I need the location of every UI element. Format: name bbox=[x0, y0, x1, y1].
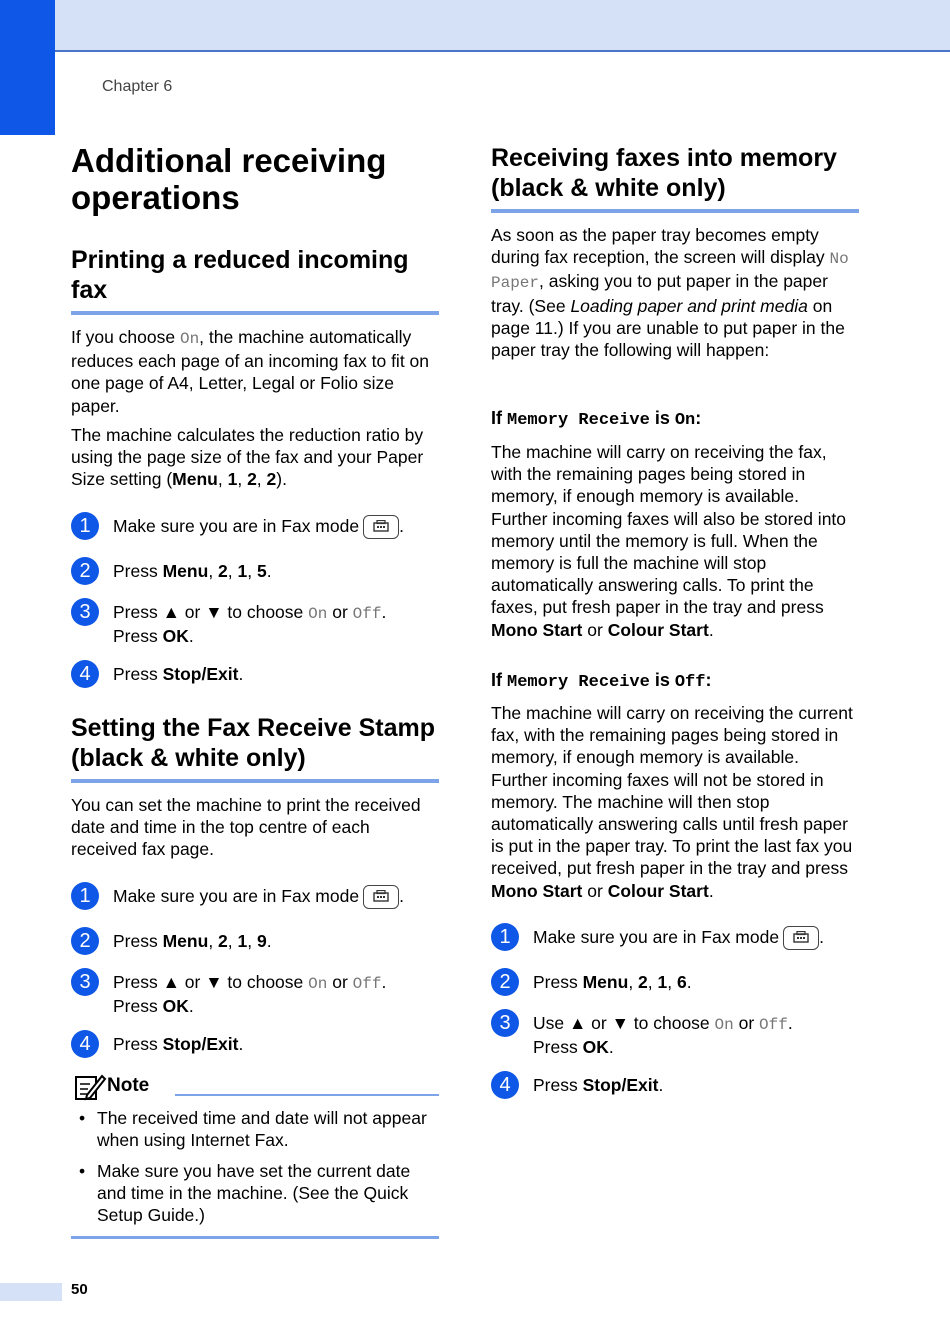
step-number: 1 bbox=[71, 512, 99, 540]
reduce-step-3: 3 Press ▲ or ▼ to choose On or Off. Press OK. bbox=[71, 598, 439, 648]
fax-key-icon bbox=[363, 885, 399, 909]
stamp-paragraph: You can set the machine to print the received date and time in the top centre of each received fax page. bbox=[71, 795, 421, 860]
section-title-reduce: Printing a reduced incoming fax bbox=[71, 245, 439, 315]
memory-step-4: 4 Press Stop/Exit. bbox=[491, 1071, 859, 1101]
reduce-step-2: 2 Press Menu, 2, 1, 5. bbox=[71, 557, 439, 587]
reduce-step-4: 4 Press Stop/Exit. bbox=[71, 660, 439, 690]
step-number: 2 bbox=[71, 557, 99, 585]
chapter-tab bbox=[0, 0, 55, 135]
stamp-step-4: 4 Press Stop/Exit. bbox=[71, 1030, 439, 1060]
step-number: 2 bbox=[491, 968, 519, 996]
memory-off-paragraph: The machine will carry on receiving the current fax, with the remaining pages being stored in memory, if enough memory is available. Further incoming faxes will not be stored in memory. The machine will then stop automatically answering calls until fresh paper is put in the paper tray. To print the last fax you received, put fresh paper in the tray and press Mono Start or Colour Start. bbox=[491, 703, 853, 901]
section-title-memory: Receiving faxes into memory (black & white only) bbox=[491, 143, 859, 213]
note-pencil-icon bbox=[73, 1072, 107, 1107]
stamp-step-1: 1 Make sure you are in Fax mode . bbox=[71, 882, 439, 912]
step-number: 1 bbox=[71, 882, 99, 910]
main-title: Additional receiving operations bbox=[71, 142, 387, 216]
step-number: 2 bbox=[71, 927, 99, 955]
step-number: 3 bbox=[71, 598, 99, 626]
footer-band bbox=[0, 1283, 62, 1301]
fax-key-icon bbox=[783, 926, 819, 950]
note-divider bbox=[175, 1094, 439, 1096]
reduce-paragraph-2: The machine calculates the reduction ratio by using the page size of the fax and your Paper Size setting (Menu, 1, 2, 2). bbox=[71, 425, 424, 490]
memory-on-paragraph: The machine will carry on receiving the fax, with the remaining pages being stored in memory, if enough memory is available. Further incoming faxes will also be stored into memory until the memory is full. When the memory is full the machine will stop automatically answering calls. To print the faxes, put fresh paper in the tray and press Mono Start or Colour Start. bbox=[491, 442, 847, 640]
memory-step-2: 2 Press Menu, 2, 1, 6. bbox=[491, 968, 859, 998]
note-item: • The received time and date will not appear when using Internet Fax. bbox=[79, 1108, 427, 1151]
page-number: 50 bbox=[71, 1281, 88, 1298]
reduce-paragraph-1: If you choose On, the machine automatically reduces each page of an incoming fax to fit on one page of A4, Letter, Legal or Folio size paper. bbox=[71, 327, 430, 416]
section-title-stamp: Setting the Fax Receive Stamp (black & white only) bbox=[71, 713, 439, 783]
step-number: 4 bbox=[71, 1030, 99, 1058]
note-header bbox=[71, 1072, 439, 1102]
stamp-step-3: 3 Press ▲ or ▼ to choose On or Off. Press OK. bbox=[71, 968, 439, 1018]
note-item: • Make sure you have set the current date and time in the machine. (See the Quick Setup Guide.) bbox=[79, 1161, 411, 1226]
memory-paragraph-1: As soon as the paper tray becomes empty during fax reception, the screen will display No Paper, asking you to put paper in the paper tray. (See Loading paper and print media on page 11.) If you are unable to put paper in the paper tray the following will happen: bbox=[491, 225, 849, 361]
step-number: 3 bbox=[71, 968, 99, 996]
step-number: 4 bbox=[491, 1071, 519, 1099]
stamp-step-2: 2 Press Menu, 2, 1, 9. bbox=[71, 927, 439, 957]
reduce-step-1: 1 Make sure you are in Fax mode . bbox=[71, 512, 439, 542]
step-number: 1 bbox=[491, 923, 519, 951]
step-number: 3 bbox=[491, 1009, 519, 1037]
step-number: 4 bbox=[71, 660, 99, 688]
note-bottom-rule bbox=[71, 1236, 439, 1239]
memory-step-3: 3 Use ▲ or ▼ to choose On or Off. Press OK. bbox=[491, 1009, 859, 1059]
cross-reference-link[interactable]: Loading paper and print media bbox=[570, 295, 808, 316]
subheading-memory-on: If Memory Receive is On: bbox=[491, 408, 702, 430]
fax-key-icon bbox=[363, 515, 399, 539]
header-band bbox=[0, 0, 950, 52]
note-label: Note bbox=[107, 1075, 150, 1096]
memory-step-1: 1 Make sure you are in Fax mode . bbox=[491, 923, 859, 953]
subheading-memory-off: If Memory Receive is Off: bbox=[491, 670, 712, 692]
chapter-label: Chapter 6 bbox=[102, 78, 173, 95]
